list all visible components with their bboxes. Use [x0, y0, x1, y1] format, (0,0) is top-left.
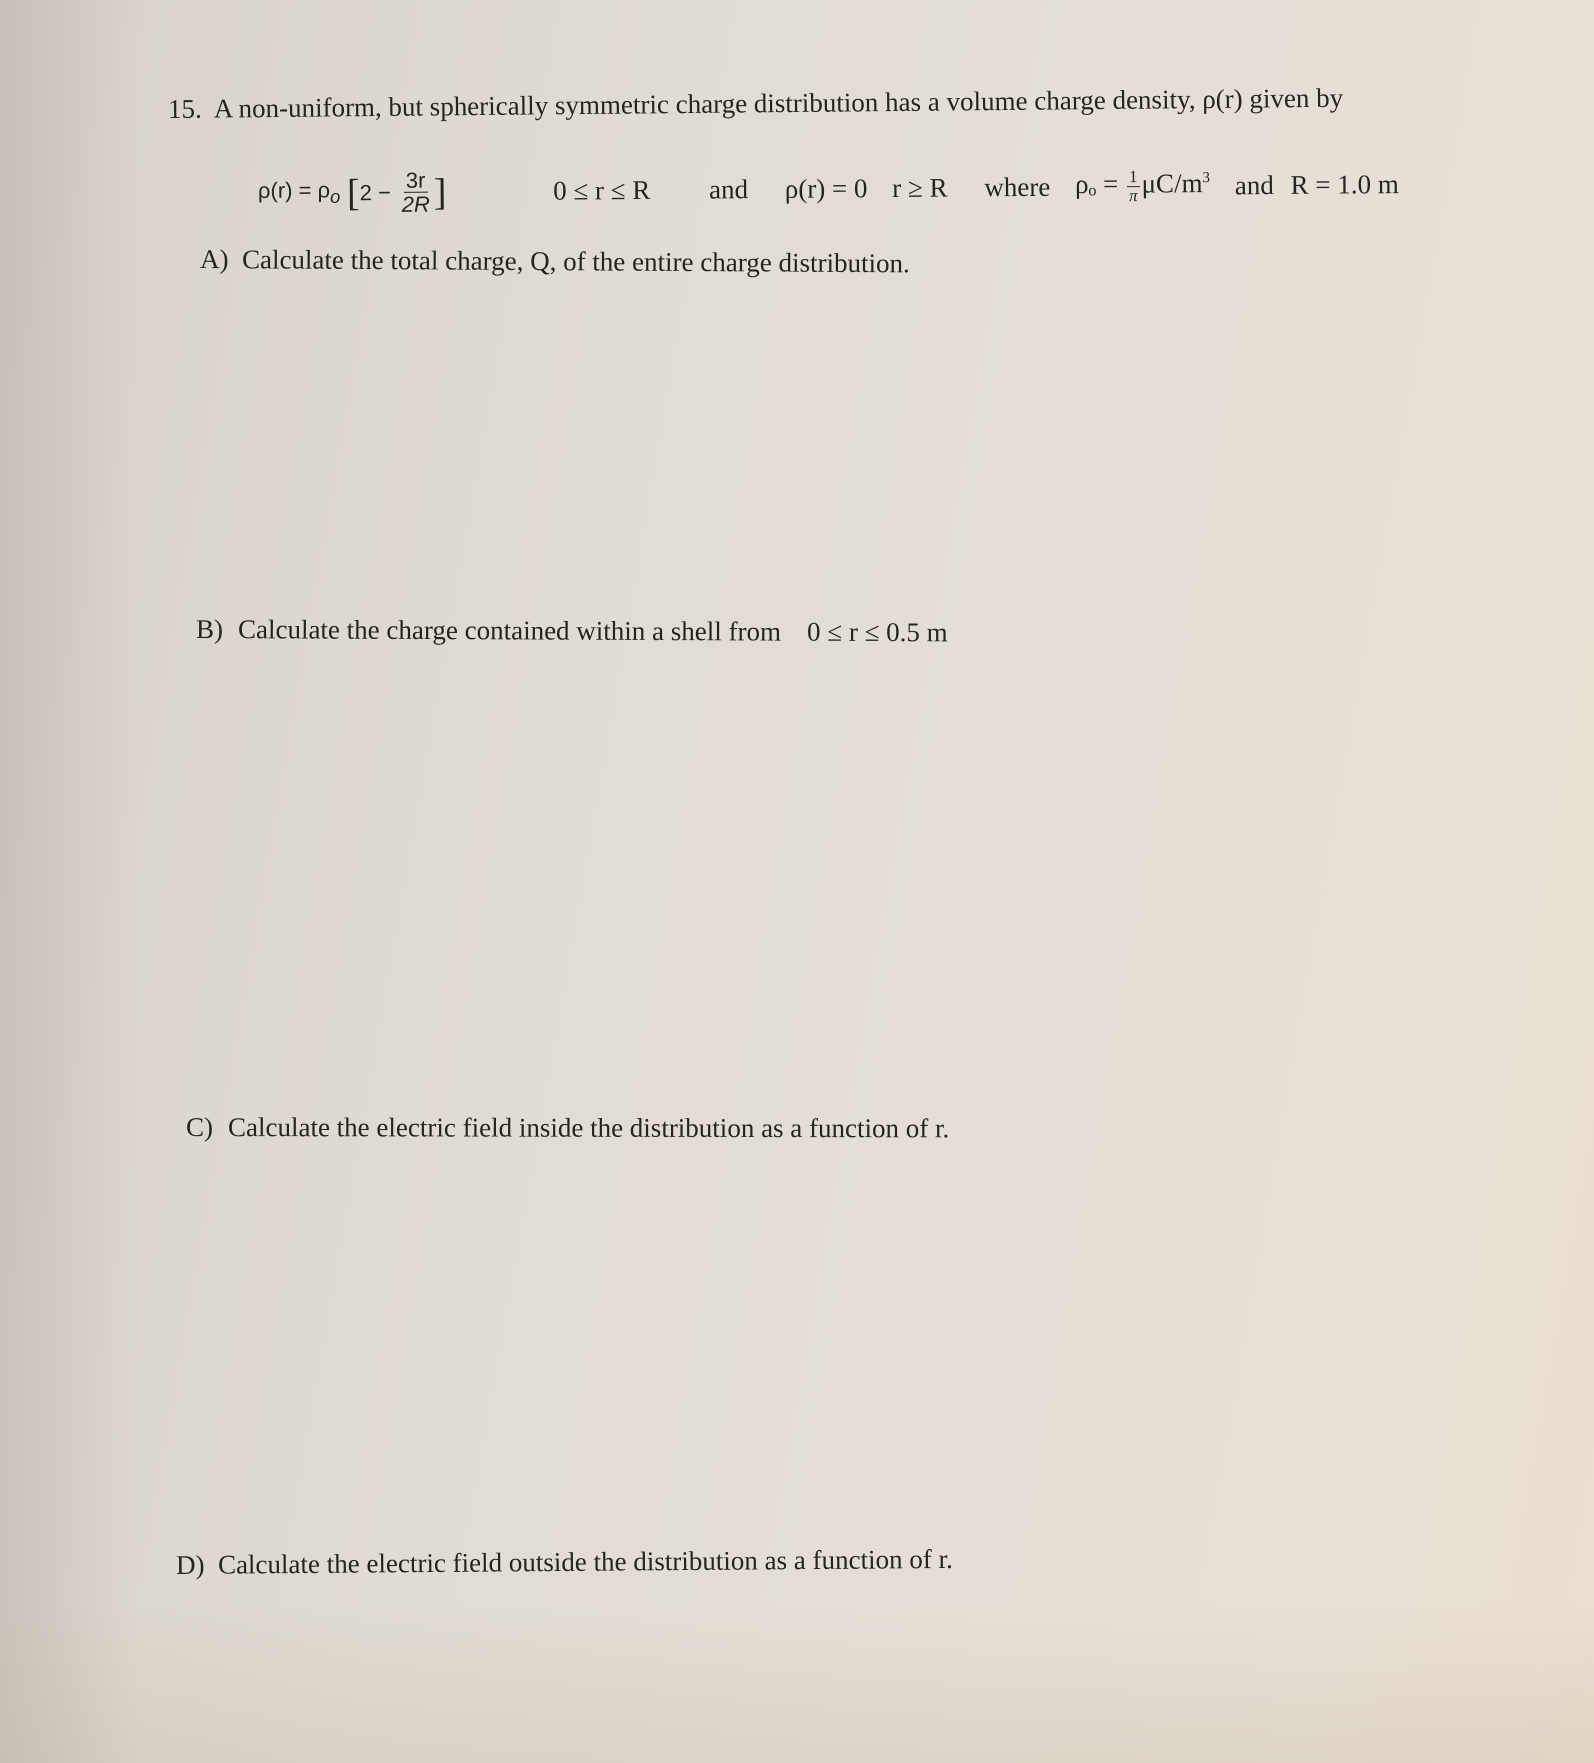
part-b-label: B) — [195, 614, 224, 645]
where-label: where — [984, 171, 1051, 203]
part-b-text: Calculate the charge contained within a shell from — [237, 614, 782, 647]
two-minus: 2 − — [359, 179, 391, 205]
outside-density: ρ(r) = 0 — [784, 173, 868, 204]
and-connector: and — [708, 174, 749, 205]
part-c-text: Calculate the electric field inside the distribution as a function of r. — [227, 1112, 950, 1144]
equation-lhs: $\rho(r) = \rho_o$ — [257, 177, 341, 208]
fraction-denominator: 2R — [401, 191, 430, 217]
fraction-3r-over-2R — [399, 169, 431, 216]
domain-inside: 0 ≤ r ≤ R — [553, 175, 651, 206]
and-connector-2: and — [1234, 170, 1274, 201]
part-a-label: A) — [199, 244, 229, 275]
page-shadow-bottom — [0, 1603, 1594, 1763]
rho0-definition: ρₒ = $\frac{1}{\pi}$ $\mu C/m^3$ — [1074, 167, 1211, 206]
fraction-1-over-pi: $\frac{1}{\pi}$ — [1128, 167, 1138, 206]
part-d — [176, 1544, 953, 1581]
part-a — [200, 244, 910, 279]
close-bracket: ] — [433, 171, 447, 214]
part-d-label: D) — [175, 1549, 205, 1580]
question-header — [168, 83, 1343, 125]
fraction-numerator: 3r — [404, 169, 428, 193]
domain-outside: r ≥ R — [892, 172, 948, 204]
open-bracket: [ — [346, 171, 360, 214]
question-text: A non-uniform, but spherically symmetric charge distribution has a volume charge density, ρ(r) given by — [213, 82, 1344, 124]
page-shadow-left — [0, 0, 140, 1763]
part-b-math: 0 ≤ r ≤ 0.5 m — [806, 616, 948, 648]
charge-density-equation — [258, 161, 1399, 217]
part-b — [196, 614, 948, 648]
part-a-text: Calculate the total charge, Q, of the entire charge distribution. — [241, 244, 910, 279]
part-c — [186, 1112, 949, 1144]
part-d-text: Calculate the electric field outside the distribution as a function of r. — [217, 1543, 953, 1580]
part-c-label: C) — [185, 1112, 214, 1143]
question-number: 15. — [167, 93, 202, 124]
radius-value: R = 1.0 m — [1290, 169, 1399, 200]
